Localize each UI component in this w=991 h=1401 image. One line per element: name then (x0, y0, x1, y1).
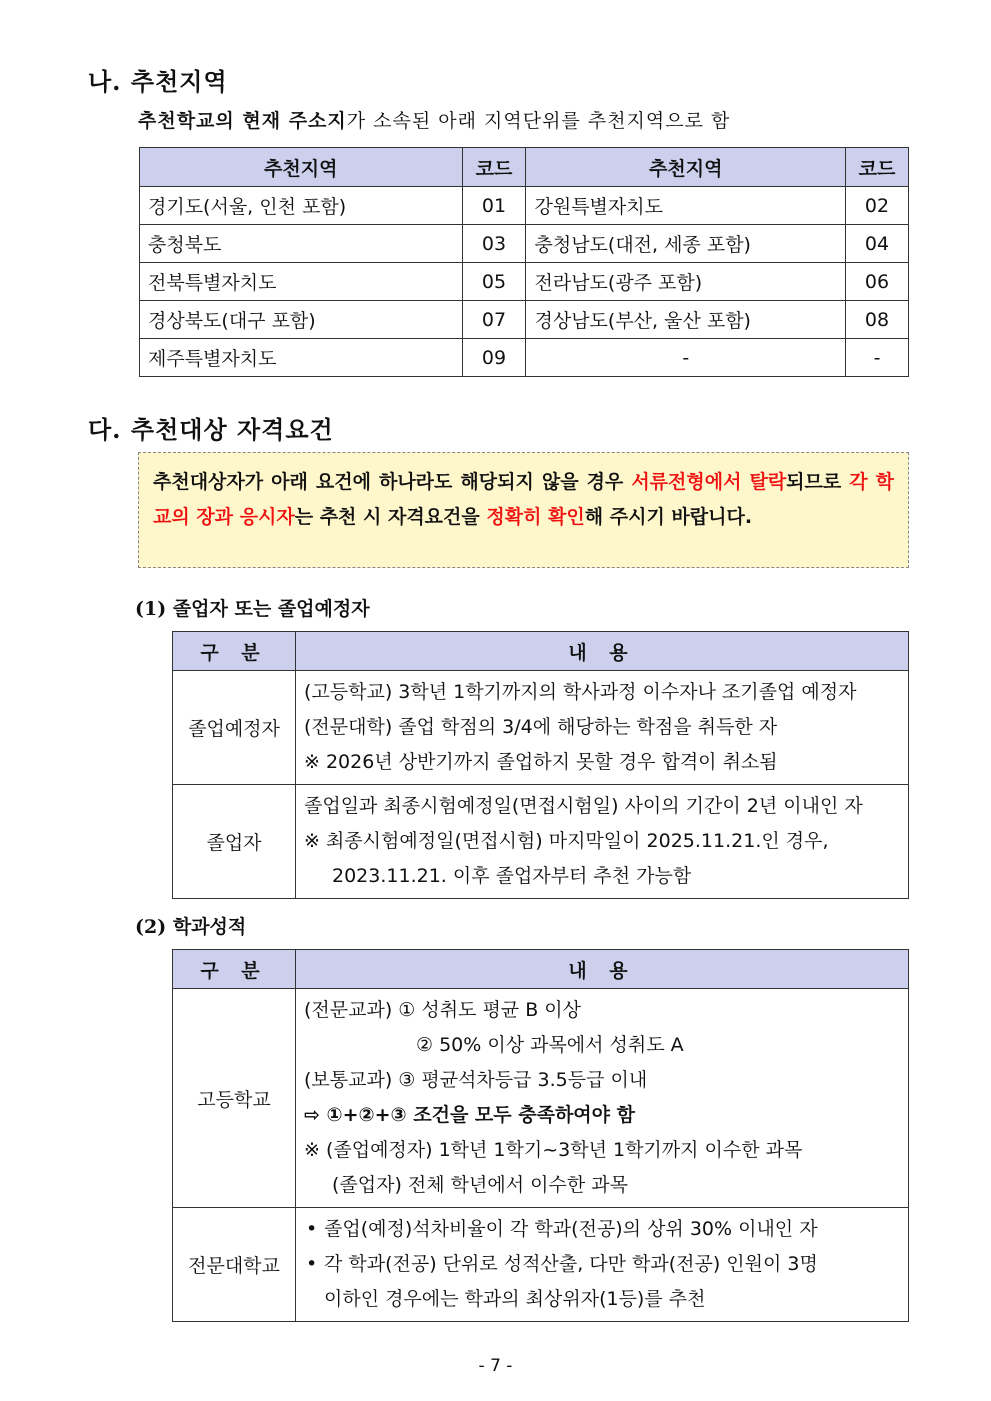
table-row (140, 339, 909, 377)
notice-highlight: 각 학교의 장과 응시자 (153, 471, 894, 528)
page-number: - 7 - (478, 1356, 513, 1376)
region-intro-text (138, 106, 730, 133)
content-cell (296, 1208, 909, 1322)
table-row (140, 301, 909, 339)
content-line: ※ 2026년 상반기까지 졸업하지 못할 경우 합격이 취소됨 (304, 751, 778, 773)
section-heading-eligibility: 다. 추천대상 자격요건 (88, 415, 334, 444)
code-cell: 01 (462, 187, 526, 225)
header-content: 내 용 (296, 632, 909, 671)
region-cell: 제주특별자치도 (140, 339, 463, 377)
notice-text: 는 추천 시 자격요건을 (294, 506, 487, 528)
notice-highlight: 정확히 확인 (486, 506, 585, 528)
content-cell (296, 785, 909, 899)
table-header-row (140, 148, 909, 187)
table-row (173, 1208, 909, 1322)
code-cell: 03 (462, 225, 526, 263)
code-cell: 08 (846, 301, 909, 339)
header-category: 구 분 (173, 950, 296, 989)
code-cell: 09 (462, 339, 526, 377)
content-line: (보통교과) ③ 평균석차등급 3.5등급 이내 (304, 1069, 648, 1091)
bullet-item: • 졸업(예정)석차비율이 각 학과(전공)의 상위 30% 이내인 자 (304, 1212, 900, 1247)
code-cell: 02 (846, 187, 909, 225)
section-heading-region: 나. 추천지역 (88, 67, 228, 96)
content-line: (졸업자) 전체 학년에서 이수한 과목 (332, 1174, 628, 1196)
region-cell: 충청남도(대전, 세종 포함) (526, 225, 846, 263)
table-header-row (173, 950, 909, 989)
graduation-table (172, 631, 909, 899)
table-row (173, 989, 909, 1208)
code-cell: 05 (462, 263, 526, 301)
code-cell: - (846, 339, 909, 377)
header-code: 코드 (846, 148, 909, 187)
region-cell: 전북특별자치도 (140, 263, 463, 301)
code-cell: 06 (846, 263, 909, 301)
bullet-item: • 각 학과(전공) 단위로 성적산출, 다만 학과(전공) 인원이 3명 (304, 1247, 900, 1282)
table-row (140, 225, 909, 263)
region-cell: 경상남도(부산, 울산 포함) (526, 301, 846, 339)
content-line: (고등학교) 3학년 1학기까지의 학사과정 이수자나 조기졸업 예정자 (304, 681, 857, 703)
region-cell: 강원특별자치도 (526, 187, 846, 225)
region-cell: 경기도(서울, 인천 포함) (140, 187, 463, 225)
code-cell: 07 (462, 301, 526, 339)
notice-box (138, 452, 909, 568)
content-cell (296, 671, 909, 785)
notice-text: 추천대상자가 아래 요건에 하나라도 해당되지 않을 경우 (153, 471, 632, 493)
code-cell: 04 (846, 225, 909, 263)
header-region: 추천지역 (526, 148, 846, 187)
table-row (173, 785, 909, 899)
header-category: 구 분 (173, 632, 296, 671)
table-header-row (173, 632, 909, 671)
notice-text: 되므로 (786, 471, 850, 493)
table-row (140, 263, 909, 301)
content-line: (전문교과) ① 성취도 평균 B 이상 (304, 999, 581, 1021)
content-line: ⇨ ①+②+③ 조건을 모두 충족하여야 함 (304, 1104, 635, 1126)
subsection-title-graduation: (1) 졸업자 또는 졸업예정자 (135, 598, 370, 620)
content-line: ② 50% 이상 과목에서 성취도 A (416, 1034, 684, 1056)
region-intro-rest: 가 소속된 아래 지역단위를 추천지역으로 함 (346, 110, 731, 132)
content-cell (296, 989, 909, 1208)
category-cell: 졸업자 (173, 785, 296, 899)
category-cell: 전문대학교 (173, 1208, 296, 1322)
region-code-table (139, 147, 909, 377)
table-row (140, 187, 909, 225)
notice-text: 해 주시기 바랍니다. (584, 506, 753, 528)
category-cell: 고등학교 (173, 989, 296, 1208)
region-cell: - (526, 339, 846, 377)
region-cell: 경상북도(대구 포함) (140, 301, 463, 339)
header-code: 코드 (462, 148, 526, 187)
content-line: 2023.11.21. 이후 졸업자부터 추천 가능함 (332, 865, 692, 887)
notice-highlight: 서류전형에서 탈락 (631, 471, 787, 493)
table-row (173, 671, 909, 785)
grades-table (172, 949, 909, 1322)
region-cell: 충청북도 (140, 225, 463, 263)
content-line: (전문대학) 졸업 학점의 3/4에 해당하는 학점을 취득한 자 (304, 716, 778, 738)
content-line: ※ 최종시험예정일(면접시험) 마지막일이 2025.11.21.인 경우, (304, 830, 829, 852)
header-content: 내 용 (296, 950, 909, 989)
header-region: 추천지역 (140, 148, 463, 187)
content-line: ※ (졸업예정자) 1학년 1학기~3학년 1학기까지 이수한 과목 (304, 1139, 803, 1161)
content-line: 이하인 경우에는 학과의 최상위자(1등)를 추천 (324, 1288, 706, 1310)
content-line: 졸업일과 최종시험예정일(면접시험일) 사이의 기간이 2년 이내인 자 (304, 795, 863, 817)
category-cell: 졸업예정자 (173, 671, 296, 785)
region-cell: 전라남도(광주 포함) (526, 263, 846, 301)
subsection-title-grades: (2) 학과성적 (135, 916, 247, 938)
region-intro-bold: 추천학교의 현재 주소지 (138, 110, 347, 132)
